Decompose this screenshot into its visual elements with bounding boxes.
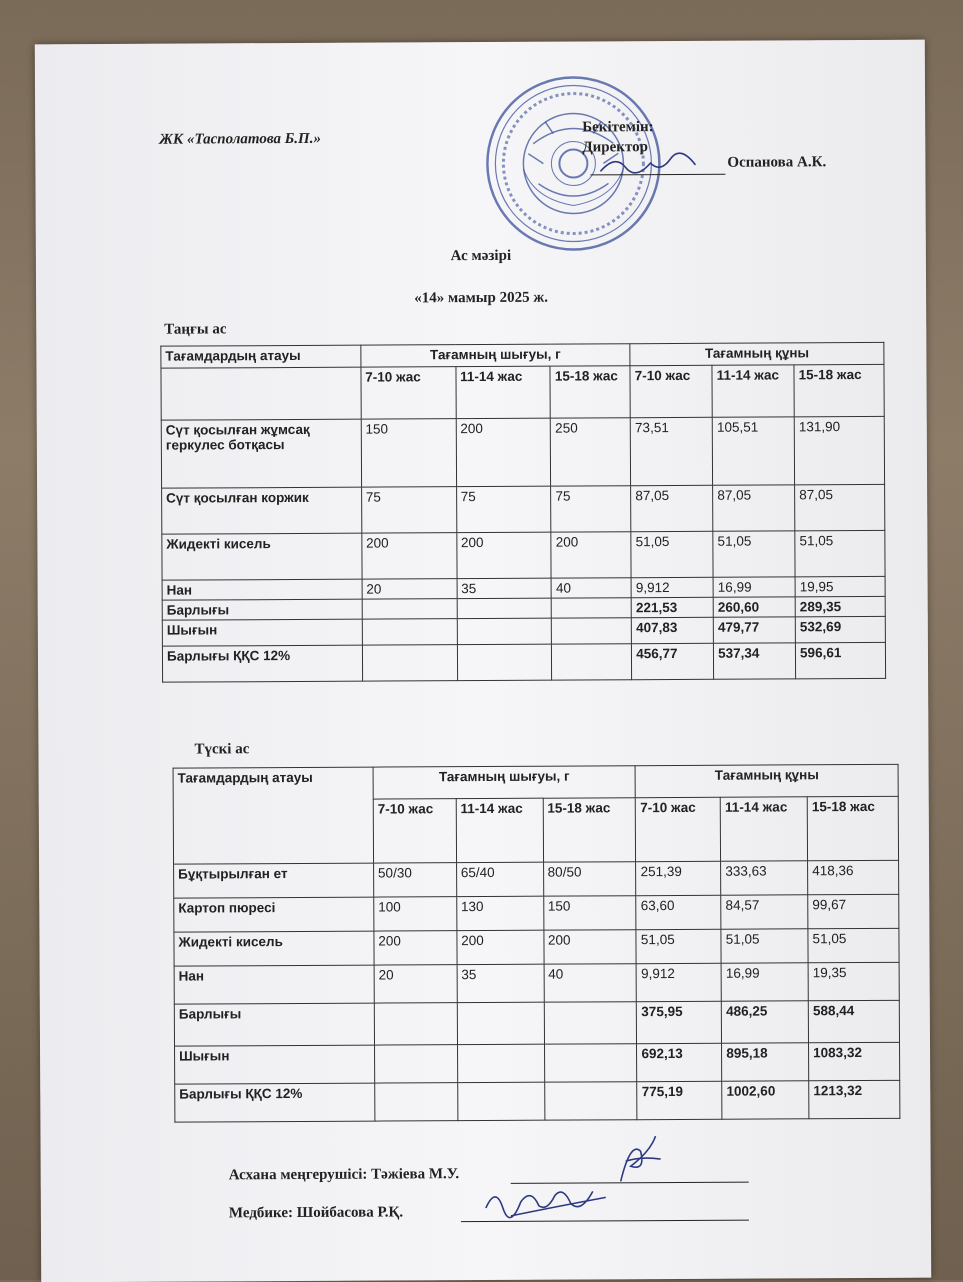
- header-price: Тағамның құны: [635, 764, 898, 797]
- total-label: Шығын: [162, 619, 362, 646]
- table-row: [161, 416, 884, 488]
- value-cell: 51,05: [808, 928, 899, 962]
- table-row: [162, 484, 885, 534]
- total-cell: 289,35: [795, 596, 885, 616]
- total-label: Барлығы ҚҚС 12%: [162, 645, 362, 682]
- total-cell: 221,53: [631, 597, 713, 617]
- total-cell: 692,13: [637, 1043, 722, 1081]
- approve-label: Бекітемін:: [582, 119, 654, 136]
- lunch-table: [173, 764, 901, 1123]
- total-cell: 375,95: [637, 1001, 722, 1043]
- director-label: Директор: [582, 139, 648, 156]
- value-cell: 16,99: [721, 963, 808, 1001]
- age-cell: 15-18 жас: [550, 366, 630, 418]
- chef-signature-icon: [600, 1131, 670, 1187]
- breakfast-table: [160, 342, 886, 683]
- value-cell: 40: [544, 964, 637, 1002]
- lunch-section-title: Түскі ас: [194, 741, 250, 758]
- age-cell: 11-14 жас: [720, 797, 807, 861]
- value-cell: 333,63: [721, 861, 808, 895]
- value-cell: 63,60: [636, 895, 721, 929]
- dish-name: Жидекті кисель: [174, 931, 374, 966]
- director-signature-icon: [595, 149, 705, 180]
- total-cell: 456,77: [632, 643, 714, 679]
- total-cell: 479,77: [713, 617, 795, 643]
- total-cell: 1002,60: [722, 1081, 809, 1119]
- value-cell: 130: [456, 896, 543, 930]
- age-cell: 7-10 жас: [636, 797, 721, 861]
- age-cell: 15-18 жас: [807, 796, 898, 860]
- value-cell: 50/30: [373, 863, 456, 897]
- value-cell: 200: [457, 930, 544, 964]
- value-cell: 16,99: [713, 577, 795, 597]
- total-row: [175, 1042, 900, 1084]
- dish-name: Бұқтырылған ет: [174, 863, 374, 898]
- director-name: Оспанова А.К.: [727, 154, 827, 171]
- age-cell: 7-10 жас: [373, 799, 456, 863]
- table-row: [174, 894, 899, 932]
- menu-date: «14» мамыр 2025 ж.: [414, 289, 549, 307]
- value-cell: 150: [543, 896, 636, 930]
- dish-name: Сүт қосылған коржик: [162, 487, 362, 534]
- header-name: Тағамдардың атауы: [161, 345, 361, 368]
- total-cell: 260,60: [713, 597, 795, 617]
- total-cell: 532,69: [795, 616, 885, 642]
- value-cell: 51,05: [631, 531, 713, 577]
- breakfast-section-title: Таңғы ас: [164, 321, 227, 338]
- total-label: Шығын: [175, 1045, 375, 1084]
- value-cell: 65/40: [456, 862, 543, 896]
- value-cell: 51,05: [636, 929, 721, 963]
- value-cell: 75: [361, 487, 456, 533]
- company-name: ЖК «Тасполатова Б.П.»: [159, 130, 321, 148]
- total-row: [175, 1080, 900, 1122]
- value-cell: 9,912: [631, 577, 713, 597]
- menu-document: [35, 40, 931, 1282]
- value-cell: 105,51: [712, 417, 794, 485]
- dish-name: Картоп пюресі: [174, 897, 374, 932]
- value-cell: 84,57: [721, 895, 808, 929]
- total-label: Барлығы: [162, 599, 362, 620]
- table-header-row: [173, 764, 898, 800]
- value-cell: 87,05: [795, 484, 885, 530]
- age-cell: 15-18 жас: [543, 798, 636, 862]
- value-cell: 200: [456, 418, 551, 486]
- value-cell: 19,95: [795, 576, 885, 596]
- value-cell: 19,35: [808, 962, 899, 1000]
- value-cell: 80/50: [543, 862, 636, 896]
- header-price: Тағамның құны: [630, 342, 884, 365]
- value-cell: 51,05: [713, 531, 795, 577]
- total-cell: 407,83: [632, 617, 714, 643]
- total-label: Барлығы: [174, 1003, 374, 1046]
- value-cell: 250: [551, 418, 631, 486]
- nurse-label: Медбике: Шойбасова Р.Қ.: [228, 1204, 404, 1222]
- value-cell: 150: [361, 419, 456, 487]
- table-age-row: [161, 364, 884, 420]
- value-cell: 75: [456, 486, 551, 532]
- table-row: [162, 530, 885, 580]
- value-cell: 51,05: [795, 530, 885, 576]
- nurse-signature-icon: [481, 1177, 611, 1222]
- age-cell: 11-14 жас: [456, 366, 551, 418]
- total-cell: 1213,32: [809, 1080, 900, 1118]
- header-name: Тағамдардың атауы: [173, 767, 373, 864]
- dish-name: Сүт қосылған жұмсақ геркулес ботқасы: [161, 419, 361, 488]
- value-cell: 51,05: [721, 929, 808, 963]
- total-cell: 1083,32: [809, 1042, 900, 1080]
- total-cell: 486,25: [722, 1001, 809, 1043]
- value-cell: 35: [457, 964, 544, 1002]
- value-cell: 200: [456, 532, 551, 578]
- total-cell: 895,18: [722, 1043, 809, 1081]
- table-row: [174, 962, 899, 1004]
- total-row: [174, 1000, 899, 1046]
- value-cell: 35: [457, 578, 552, 598]
- value-cell: 9,912: [637, 963, 722, 1001]
- table-row: [174, 860, 899, 898]
- age-cell: 7-10 жас: [361, 367, 456, 419]
- value-cell: 251,39: [636, 861, 721, 895]
- value-cell: 73,51: [630, 417, 712, 485]
- value-cell: 87,05: [631, 485, 713, 531]
- value-cell: 100: [374, 897, 457, 931]
- dish-name: Нан: [174, 965, 374, 1004]
- value-cell: 200: [551, 532, 631, 578]
- total-label: Барлығы ҚҚС 12%: [175, 1083, 375, 1122]
- chef-label: Асхана меңгерушісі: Тәжіева М.У.: [228, 1166, 460, 1184]
- value-cell: 131,90: [794, 416, 884, 484]
- page-title: Ас мәзірі: [450, 247, 512, 265]
- value-cell: 200: [362, 533, 457, 579]
- dish-name: Нан: [162, 579, 362, 600]
- total-row: [162, 616, 885, 646]
- value-cell: 20: [362, 579, 457, 599]
- value-cell: 75: [551, 486, 631, 532]
- total-row: [162, 642, 885, 682]
- value-cell: 200: [374, 931, 457, 965]
- total-cell: 537,34: [714, 643, 796, 679]
- header-yield: Тағамның шығуы, г: [373, 766, 636, 799]
- total-cell: 588,44: [808, 1000, 899, 1042]
- header-yield: Тағамның шығуы, г: [361, 344, 631, 367]
- value-cell: 418,36: [808, 860, 899, 894]
- dish-name: Жидекті кисель: [162, 533, 362, 580]
- value-cell: 200: [543, 930, 636, 964]
- age-cell: 11-14 жас: [456, 798, 543, 862]
- value-cell: 87,05: [713, 485, 795, 531]
- value-cell: 40: [551, 578, 631, 598]
- total-cell: 596,61: [795, 642, 885, 678]
- age-cell: 15-18 жас: [794, 364, 884, 416]
- age-cell: 7-10 жас: [630, 365, 712, 417]
- value-cell: 20: [374, 965, 457, 1003]
- total-cell: 775,19: [637, 1081, 722, 1119]
- table-row: [174, 928, 899, 966]
- age-cell: 11-14 жас: [712, 365, 794, 417]
- value-cell: 99,67: [808, 894, 899, 928]
